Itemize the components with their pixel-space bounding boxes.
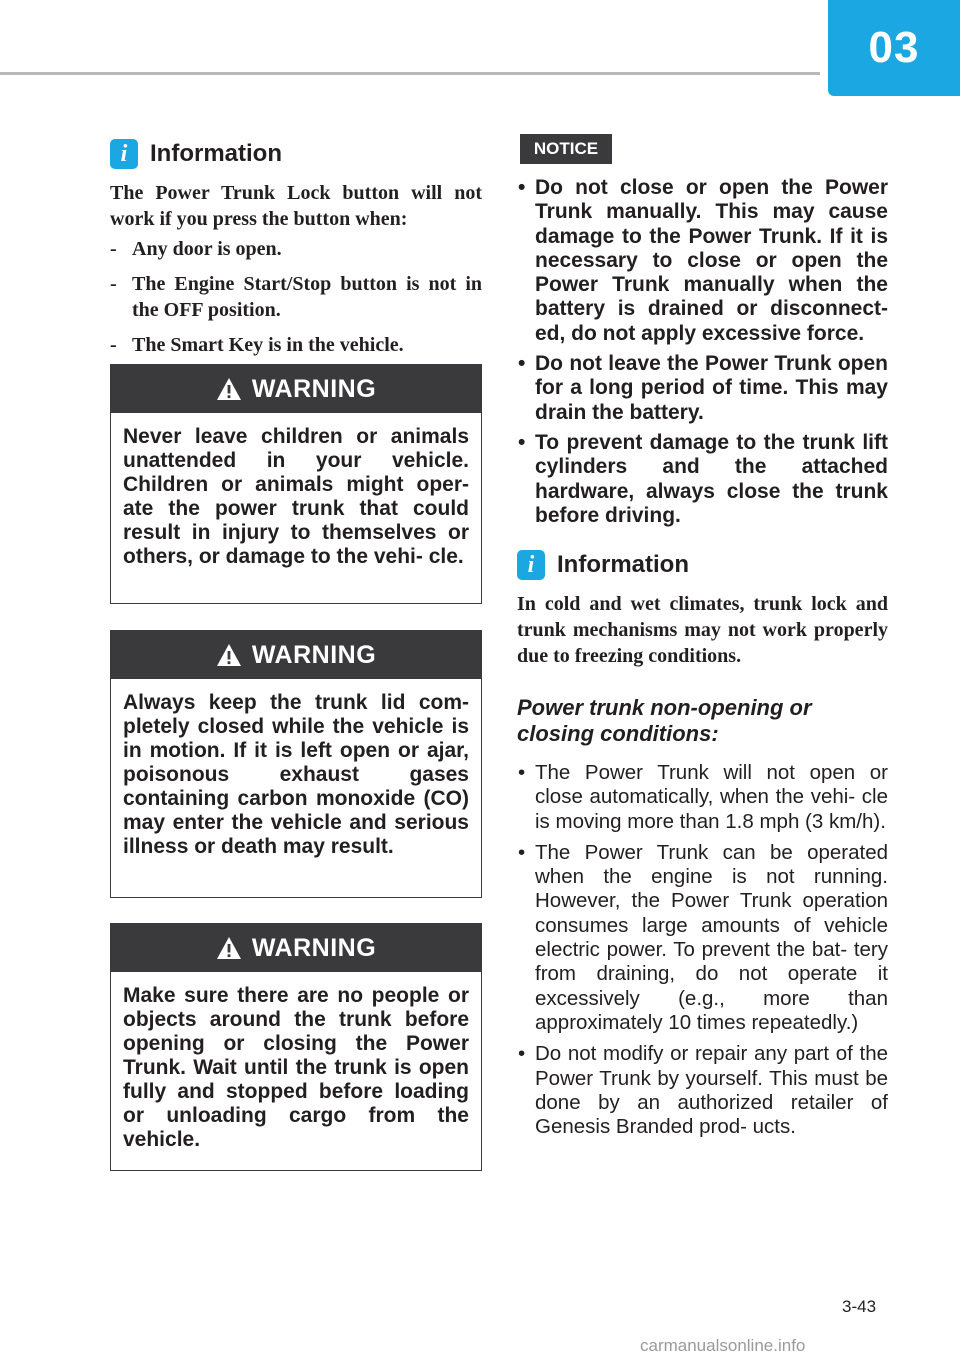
list-item: • To prevent damage to the trunk lift cylinders and the attached hardware, always close the trunk before driving. [517, 431, 888, 528]
conditions-list [517, 761, 888, 1139]
warning-text: Always keep the trunk lid com- pletely closed while the vehicle is in motion. If it is left open or ajar, poisonous exhaust gases containing carbon monoxide (CO) may enter the vehicle and serious illness or death may result. [123, 691, 469, 858]
list-item: • Do not close or open the Power Trunk manually. This may cause damage to the Power Trunk. If it is necessary to close or open the Power Trunk manually when the battery is drained or disconnect- ed, do not apply excessive force. [517, 176, 888, 346]
info-icon: i [110, 139, 138, 169]
warning-box-trunk-lid [110, 630, 482, 898]
right-information-block [517, 545, 888, 669]
list-item: • The Power Trunk will not open or close automatically, when the vehi- cle is moving more than 1.8 mph (3 km/h). [517, 761, 888, 834]
warning-header [111, 631, 481, 679]
conditions-block [517, 695, 888, 1146]
warning-header [111, 365, 481, 413]
warning-triangle-icon [216, 377, 242, 401]
info-icon: i [517, 550, 545, 580]
info-heading [517, 545, 888, 585]
chapter-tab [828, 0, 960, 96]
notice-block [517, 176, 888, 534]
page-number: 3-43 [842, 1297, 877, 1316]
info-title: Information [557, 551, 689, 578]
watermark: carmanualsonline.info [640, 1336, 806, 1355]
list-item: • The Power Trunk can be operated when the engine is not running. However, the Power Trunk operation consumes large amounts of vehicle electric power. To prevent the bat- tery from draining, do not operate it excessively (e.g., more than approximately 10 times repeatedly.) [517, 841, 888, 1035]
warning-label: WARNING [251, 640, 377, 669]
info-text: In cold and wet climates, trunk lock and trunk mechanisms may not work properly due to freezing conditions. [517, 593, 888, 667]
warning-triangle-icon [216, 936, 242, 960]
list-item: • Do not modify or repair any part of the Power Trunk by yourself. This must be done by an authorized retailer of Genesis Branded prod- ucts. [517, 1042, 888, 1139]
info-title: Information [150, 140, 282, 167]
warning-text: Make sure there are no people or objects around the trunk before opening or closing the Power Trunk. Wait until the trunk is open fully and stopped before loading or unloading cargo from the vehicle. [123, 984, 469, 1151]
warning-triangle-icon [216, 643, 242, 667]
notice-label: NOTICE [533, 139, 599, 158]
warning-box-obstacles [110, 923, 482, 1171]
list-item: - The Smart Key is in the vehicle. [110, 332, 482, 358]
warning-header [111, 924, 481, 972]
section-title: Power trunk non-opening or closing conditions: [517, 695, 812, 746]
info-intro: The Power Trunk Lock button will not work if you press the button when: [110, 182, 482, 230]
warning-label: WARNING [251, 374, 377, 403]
chapter-number: 03 [868, 23, 920, 72]
header-rule [0, 72, 820, 75]
warning-label: WARNING [251, 933, 377, 962]
notice-tag [520, 134, 612, 164]
warning-text: Never leave children or animals unattended in your vehicle. Children or animals might oper- ate the power trunk that could result in injury to themselves or others, or damage to the vehi- cle. [123, 425, 469, 568]
warning-box-children [110, 364, 482, 604]
list-item: • Do not leave the Power Trunk open for a long period of time. This may drain the battery. [517, 352, 888, 425]
notice-list [517, 176, 888, 528]
info-heading [110, 134, 482, 174]
list-item: - Any door is open. [110, 236, 482, 262]
list-item: - The Engine Start/Stop button is not in the OFF position. [110, 271, 482, 323]
left-information-block [110, 134, 482, 367]
info-condition-list [110, 236, 482, 358]
